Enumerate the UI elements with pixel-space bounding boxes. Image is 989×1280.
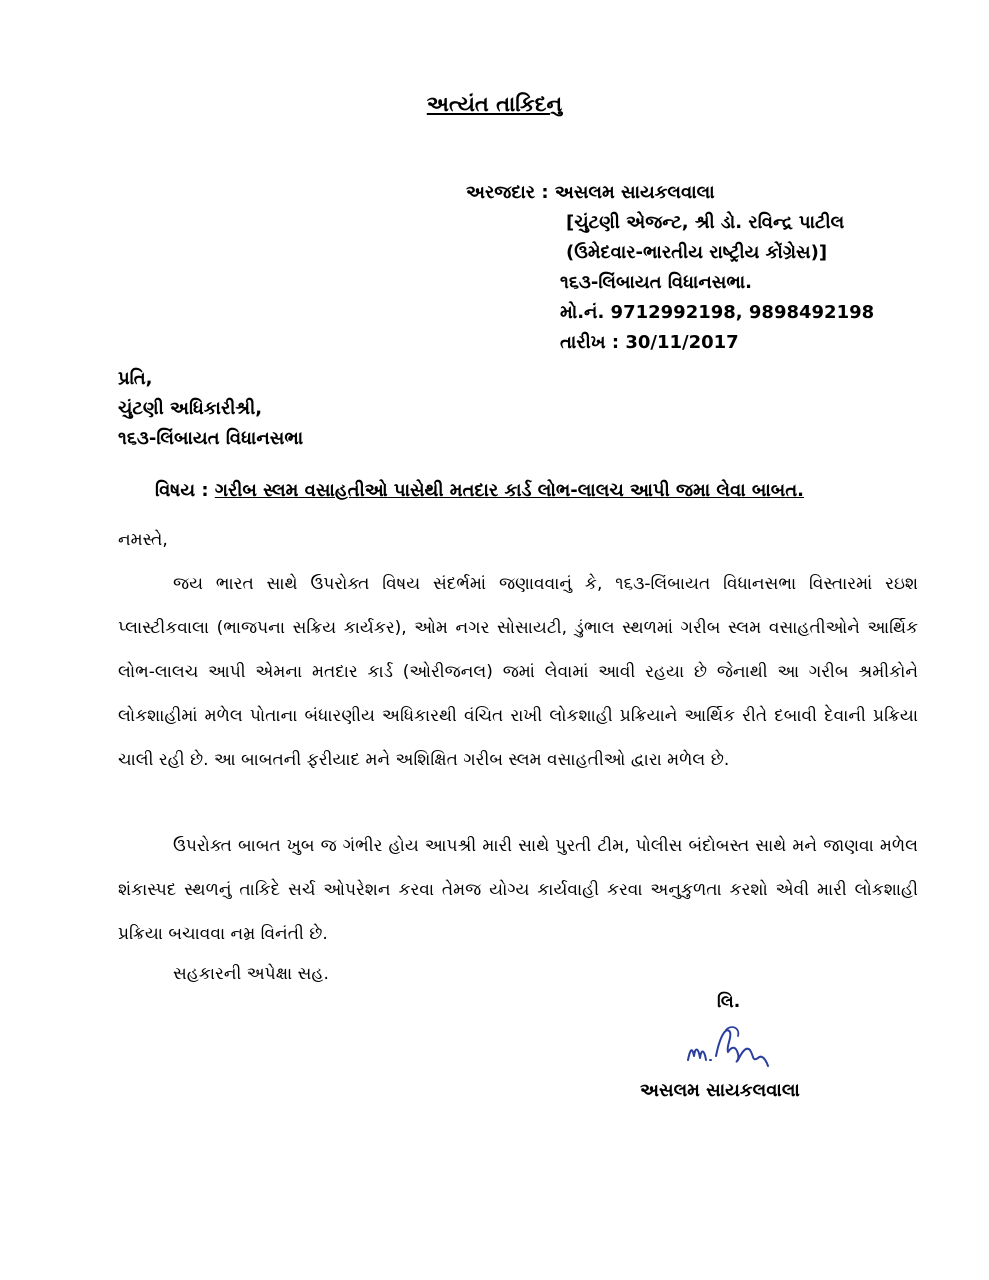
subject-label: વિષય : [155, 480, 215, 501]
body-paragraph-2: ઉપરોક્ત બાબત ખુબ જ ગંભીર હોય આપશ્રી મારી સાથે પુરતી ટીમ, પોલીસ બંદોબસ્ત સાથે મને જાણવા મળેલ શંકાસ્પદ સ્થળનું તાકિદે સર્ચ ઓપરેશન કરવા તેમજ યોગ્ય કાર્યવાહી કરવા અનુકુળતા કરશો એવી મારી લોકશાહી પ્રક્રિયા બચાવવા નમ્ર વિનંતી છે. [118, 836, 918, 944]
handwritten-signature [682, 1016, 782, 1076]
sender-block [466, 178, 874, 358]
closing-line: સહકારની અપેક્ષા સહ. [173, 964, 329, 984]
subject-text: ગરીબ સ્લમ વસાહતીઓ પાસેથી મતદાર કાર્ડ લોભ-લાલચ આપી જમા લેવા બાબત. [214, 480, 804, 501]
letter-title: અત્યંત તાકિદનુ [426, 92, 563, 116]
greeting: નમસ્તે, [118, 530, 168, 550]
recipient-constituency: ૧૬૩-લિંબાયત વિધાનસભા [118, 428, 304, 449]
sign-li: લિ. [717, 992, 741, 1012]
candidate-line: (ઉમેદવાર-ભારતીય રાષ્ટ્રીય કોંગ્રેસ)] [566, 242, 828, 263]
signatory-name: અસલમ સાયકલવાલા [640, 1080, 800, 1101]
agent-line: [ચુંટણી એજન્ટ, શ્રી ડો. રવિન્દ્ર પાટીલ [566, 212, 845, 233]
recipient-office: ચુંટણી અધિકારીશ્રી, [118, 398, 263, 419]
subject-line [155, 480, 804, 501]
recipient-block [118, 364, 303, 454]
prati-line: પ્રતિ, [118, 368, 153, 389]
date-line: તારીખ : 30/11/2017 [560, 332, 739, 353]
mobile-line: મો.નં. 9712992198, 9898492198 [560, 302, 875, 323]
body-paragraph-1: જય ભારત સાથે ઉપરોક્ત વિષય સંદર્ભમાં જણાવવાનું કે, ૧૬૩-લિંબાયત વિધાનસભા વિસ્તારમાં રઇશ પ્લાસ્ટીકવાલા (ભાજપના સક્રિય કાર્યકર), ઓમ નગર સોસાયટી, ડુંભાલ સ્થળમાં ગરીબ સ્લમ વસાહતીઓને આર્થિક લોભ-લાલચ આપી એમના મતદાર કાર્ડ (ઓરીજનલ) જમાં લેવામાં આવી રહયા છે જેનાથી આ ગરીબ શ્રમીકોને લોકશાહીમાં મળેલ પોતાના બંધારણીય અધિકારથી વંચિત રાખી લોકશાહી પ્રક્રિયાને આર્થિક રીતે દબાવી દેવાની પ્રક્રિયા ચાલી રહી છે. આ બાબતની ફરીયાદ મને અશિક્ષિત ગરીબ સ્લમ વસાહતીઓ દ્વારા મળેલ છે. [118, 574, 918, 770]
sender-constituency: ૧૬૩-લિંબાયત વિધાનસભા. [560, 272, 752, 293]
applicant-line: અરજદાર : અસલમ સાયકલવાલા [466, 182, 715, 203]
